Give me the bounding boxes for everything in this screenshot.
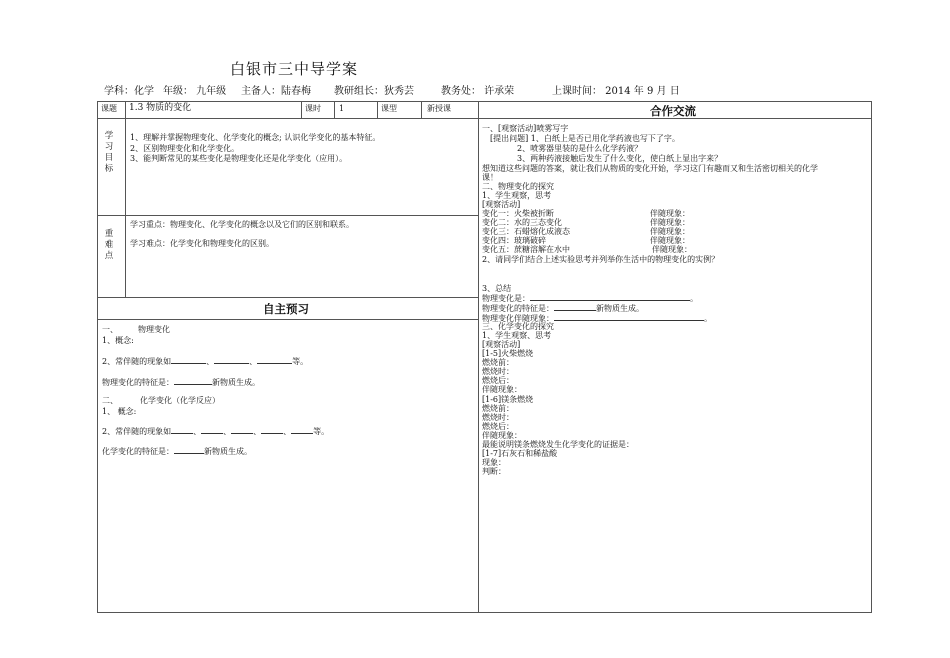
act1-question: 3、两种药液接触后发生了什么变化，使白纸上显出字来？	[517, 154, 723, 163]
answer-blank[interactable]	[257, 355, 292, 364]
doc-title: 白银市三中导学案	[230, 60, 359, 78]
meta-preparer: 主备人：陆春梅	[241, 86, 311, 97]
change-name: 变化一：火柴被折断	[482, 209, 554, 218]
type-value: 新授课	[427, 104, 451, 113]
period-label: 课时	[305, 104, 321, 113]
summary-item: 物理变化的特征是：	[482, 304, 554, 313]
type-label: 课型	[381, 104, 397, 113]
meta-group-leader: 教研组长：狄秀芸	[334, 86, 414, 97]
s1-phenomena-suffix: 等。	[292, 357, 309, 366]
act1-question: [提出问题] 1、白纸上是否已用化学药液也写下了字。	[490, 134, 680, 143]
answer-blank[interactable]	[291, 425, 313, 434]
goals-label: 学习目标	[104, 131, 114, 174]
change-observation: 伴随现象：	[650, 218, 690, 227]
col-divider-period-value	[334, 101, 335, 118]
summary-suffix: 新物质生成。	[596, 304, 644, 313]
s2-phenomena-prefix: 2、常伴随的现象如	[102, 427, 172, 436]
table-top-border	[97, 101, 872, 102]
keypoints-label: 重难点	[104, 229, 114, 261]
change-name: 变化二：水的三态变化	[482, 218, 562, 227]
table-right-border	[871, 101, 872, 612]
change-observation: 伴随现象：	[650, 236, 690, 245]
coop-intro-end: 课！	[482, 173, 498, 182]
summary-item: 物理变化伴随现象：	[482, 314, 554, 323]
coop-heading: 合作交流	[650, 104, 696, 118]
summary-end: 。	[704, 314, 712, 323]
answer-blank[interactable]	[171, 355, 206, 364]
col-divider-type-value	[421, 101, 422, 118]
change-name: 变化三：石蜡熔化成液态	[482, 227, 570, 236]
s2-feature-prefix: 化学变化的特征是：	[102, 447, 174, 456]
experiment-field: 伴随现象：	[482, 431, 522, 440]
meta-academic-office: 教务处： 许承荣	[441, 86, 515, 97]
answer-blank[interactable]	[201, 425, 223, 434]
goal-item: 1、理解并掌握物理变化、化学变化的概念; 认识化学变化的基本特征。	[130, 133, 381, 142]
s2-concept: 1、 概念:	[102, 407, 137, 416]
s1-feature-suffix: 新物质生成。	[212, 378, 260, 387]
blank-separator: 、	[253, 427, 262, 436]
experiment-field: 伴随现象：	[482, 385, 522, 394]
sec2-step: 1、学生观察，思考	[482, 191, 552, 200]
experiment-field: 燃烧时：	[482, 367, 514, 376]
answer-blank[interactable]	[530, 292, 690, 301]
s2-num: 二、	[102, 396, 118, 405]
meta-class-time: 上课时间： 2014 年 9 月 日	[552, 86, 680, 97]
key-focus: 学习重点：物理变化、化学变化的概念以及它们的区别和联系。	[130, 220, 354, 229]
topic-label: 课题	[101, 104, 117, 113]
sec2-title: 二、物理变化的探究	[482, 182, 554, 191]
blank-separator: 、	[283, 427, 292, 436]
answer-blank[interactable]	[231, 425, 253, 434]
summary-end: 。	[690, 294, 698, 303]
blank-separator: 、	[249, 357, 258, 366]
change-name: 变化五：蔗糖溶解在水中	[482, 245, 570, 254]
act1-title: 一、[观察活动]喷雾写字	[482, 124, 569, 133]
experiment-field: 燃烧时：	[482, 413, 514, 422]
s1-concept: 1、概念:	[102, 336, 134, 345]
col-divider-period-label	[301, 101, 302, 118]
experiment-field: 燃烧前：	[482, 358, 514, 367]
sec3-activity: [观察活动]	[482, 340, 521, 349]
row-divider-info	[97, 118, 478, 119]
row-divider-goals	[97, 215, 478, 216]
answer-blank[interactable]	[554, 302, 596, 311]
row-divider-selfstudy	[97, 319, 478, 320]
change-name: 变化四：玻璃破碎	[482, 236, 546, 245]
sec2-activity: [观察活动]	[482, 200, 521, 209]
experiment-title: [1-7]石灰石和稀盐酸	[482, 449, 558, 458]
answer-blank[interactable]	[174, 376, 212, 385]
table-center-divider	[478, 101, 479, 612]
col-divider-type-label	[377, 101, 378, 118]
col-divider-label	[125, 101, 126, 297]
answer-blank[interactable]	[174, 445, 204, 454]
experiment-title: [1-5]火柴燃烧	[482, 349, 534, 358]
change-observation: 伴随现象：	[650, 209, 690, 218]
evidence-question: 最能说明镁条燃烧发生化学变化的证据是：	[482, 440, 634, 449]
summary-title: 3、总结	[482, 284, 512, 293]
act1-question: 2、喷雾器里装的是什么化学药液？	[517, 144, 643, 153]
s2-phenomena-suffix: 等。	[313, 427, 330, 436]
topic-value: 1.3 物质的变化	[129, 103, 192, 113]
s2-feature-suffix: 新物质生成。	[204, 447, 252, 456]
coop-intro: 想知道这些问题的答案，就让我们从物质的变化开始，学习这门有趣而又和生活密切相关的化学	[482, 164, 818, 173]
s1-phenomena-prefix: 2、常伴随的现象如	[102, 357, 172, 366]
blank-separator: 、	[193, 427, 202, 436]
row-divider-keypoints	[97, 297, 478, 298]
blank-separator: 、	[206, 357, 215, 366]
blank-separator: 、	[223, 427, 232, 436]
key-difficulty: 学习难点：化学变化和物理变化的区别。	[130, 239, 274, 248]
meta-grade: 年级： 九年级	[163, 86, 227, 97]
change-observation: 伴随现象：	[652, 245, 692, 254]
s1-title: 物理变化	[138, 325, 170, 334]
goal-item: 3、能判断常见的某些变化是物理变化还是化学变化（应用）。	[130, 154, 348, 163]
experiment-field: 燃烧后：	[482, 422, 514, 431]
s2-title: 化学变化（化学反应）	[140, 396, 220, 405]
examples-question: 2、请同学们结合上述实验思考并列举你生活中的物理变化的实例？	[482, 255, 720, 264]
table-bottom-border	[97, 612, 872, 613]
period-value: 1	[339, 104, 345, 113]
change-observation: 伴随现象：	[650, 227, 690, 236]
experiment-field: 判断：	[482, 467, 506, 476]
self-study-heading: 自主预习	[263, 302, 309, 316]
s1-feature-prefix: 物理变化的特征是：	[102, 378, 174, 387]
answer-blank[interactable]	[554, 312, 704, 321]
sec3-step: 1、学生观察、思考	[482, 331, 552, 340]
sec3-title: 三、化学变化的探究	[482, 322, 554, 331]
experiment-field: 现象：	[482, 458, 506, 467]
goal-item: 2、区别物理变化和化学变化。	[130, 144, 240, 153]
s1-num: 一、	[102, 325, 118, 334]
meta-subject: 学科：化学	[104, 86, 154, 97]
answer-blank[interactable]	[214, 355, 249, 364]
table-left-border	[97, 101, 98, 612]
summary-item: 物理变化是：	[482, 294, 530, 303]
experiment-title: [1-6]镁条燃烧	[482, 395, 534, 404]
experiment-field: 燃烧前：	[482, 404, 514, 413]
answer-blank[interactable]	[261, 425, 283, 434]
answer-blank[interactable]	[171, 425, 193, 434]
experiment-field: 燃烧后：	[482, 376, 514, 385]
